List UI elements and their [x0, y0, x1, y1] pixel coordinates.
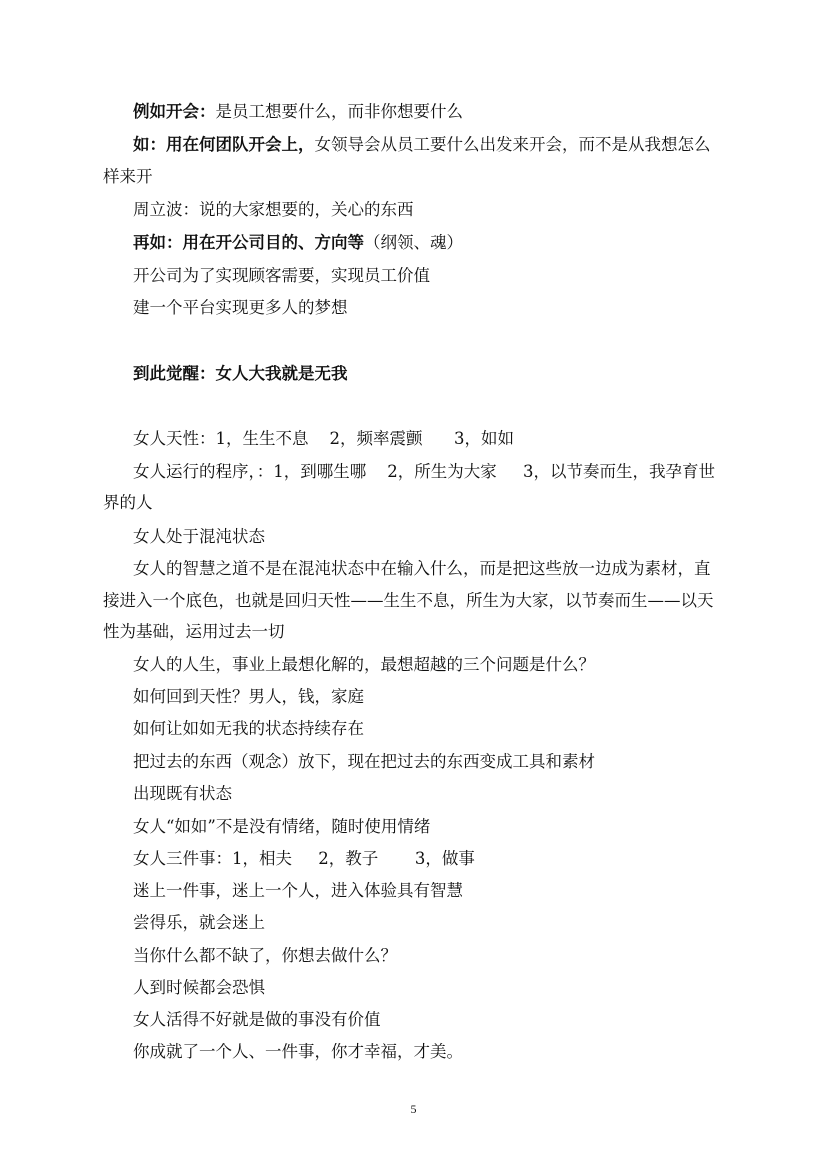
text-line [133, 880, 733, 902]
line-text: 尝得乐，就会迷上 [133, 913, 265, 932]
text-line [133, 654, 733, 676]
text-line [133, 848, 733, 870]
text-line [133, 232, 733, 254]
line-text: 界的人 [103, 493, 153, 512]
text-line [133, 912, 733, 934]
text-line [133, 751, 733, 773]
line-text: 样来开 [103, 167, 153, 186]
line-text: 女人三件事：1，相夫 2，教子 3，做事 [133, 849, 475, 868]
text-line [103, 492, 703, 514]
text-line [133, 977, 733, 999]
bold-lead: 再如：用在开公司目的、方向等 [133, 233, 364, 252]
text-line [103, 590, 714, 612]
line-text: 女人活得不好就是做的事没有价值 [133, 1010, 381, 1029]
line-text: 人到时候都会恐惧 [133, 978, 265, 997]
line-text: 女人处于混沌状态 [133, 527, 265, 546]
line-text: 女人天性：1，生生不息 2，频率震颤 3，如如 [133, 429, 514, 448]
line-text: 当你什么都不缺了，你想去做什么？ [133, 946, 397, 965]
text-line [133, 199, 733, 221]
line-text: 出现既有状态 [133, 784, 232, 803]
text-line [133, 265, 733, 287]
line-text: 女人的智慧之道不是在混沌状态中在输入什么，而是把这些放一边成为素材，直 [133, 559, 711, 578]
line-text: 接进入一个底色，也就是回归天性——生生不息，所生为大家，以节奏而生——以天 [103, 591, 714, 610]
text-line [103, 166, 703, 188]
line-text: 建一个平台实现更多人的梦想 [133, 298, 348, 317]
text-line [133, 686, 733, 708]
text-line [133, 718, 733, 740]
text-line [133, 297, 733, 319]
text-line [133, 101, 733, 123]
line-text: 性为基础，运用过去一切 [103, 622, 285, 641]
page-number: 5 [410, 1102, 417, 1116]
line-text: 是员工想要什么，而非你想要什么 [215, 102, 463, 121]
line-text: 如何回到天性？男人，钱，家庭 [133, 687, 364, 706]
text-line [133, 558, 733, 580]
line-text: 你成就了一个人、一件事，你才幸福，才美。 [133, 1042, 463, 1061]
line-text: 女人运行的程序，：1，到哪生哪 2，所生为大家 3，以节奏而生，我孕育世 [133, 462, 715, 481]
line-text: 周立波：说的大家想要的，关心的东西 [133, 200, 414, 219]
line-text: 开公司为了实现顾客需要，实现员工价值 [133, 266, 430, 285]
text-line [103, 621, 703, 643]
line-text: 女人“如如”不是没有情绪，随时使用情绪 [133, 817, 431, 836]
line-text: 迷上一件事，迷上一个人，进入体验具有智慧 [133, 881, 463, 900]
text-line [133, 461, 733, 483]
text-line [133, 428, 733, 450]
line-text: 女领导会从员工要什么出发来开会，而不是从我想怎么 [314, 135, 711, 154]
heading-text: 到此觉醒：女人大我就是无我 [133, 364, 348, 383]
bold-lead: 例如开会： [133, 102, 216, 121]
text-line [133, 134, 733, 156]
line-text: 如何让如如无我的状态持续存在 [133, 719, 364, 738]
text-line [133, 783, 733, 805]
bold-lead: 如：用在何团队开会上， [133, 135, 315, 154]
line-text: （纲领、魂） [364, 233, 463, 252]
section-heading [133, 363, 733, 385]
line-text: 女人的人生，事业上最想化解的，最想超越的三个问题是什么？ [133, 655, 595, 674]
text-line [133, 1041, 733, 1063]
text-line [133, 526, 733, 548]
line-text: 把过去的东西（观念）放下，现在把过去的东西变成工具和素材 [133, 752, 595, 771]
text-line [133, 945, 733, 967]
text-line [133, 1009, 733, 1031]
text-line [133, 816, 733, 838]
